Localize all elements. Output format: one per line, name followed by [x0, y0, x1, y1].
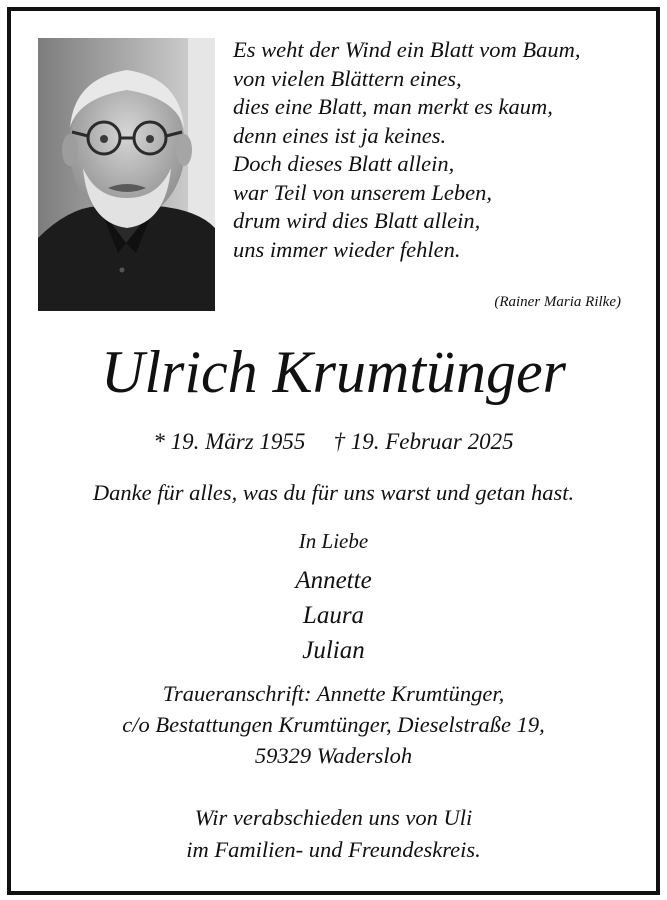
poem-line: von vielen Blättern eines,: [233, 65, 462, 91]
death-date: † 19. Februar 2025: [333, 429, 514, 454]
mourner-names: [0, 563, 667, 668]
mourner-name: Laura: [302, 602, 365, 629]
poem-line: uns immer wieder fehlen.: [233, 236, 461, 262]
poem-author: (Rainer Maria Rilke): [494, 294, 621, 310]
mourner-name: Annette: [295, 567, 372, 594]
in-love-line: In Liebe: [298, 529, 369, 553]
poem-line: Doch dieses Blatt allein,: [233, 151, 455, 176]
address-line: c/o Bestattungen Krumtünger, Dieselstraße 19,: [122, 712, 545, 737]
poem-line: Es weht der Wind ein Blatt vom Baum,: [233, 37, 581, 62]
portrait-photo: [38, 38, 215, 311]
address-line: 59329 Wadersloh: [254, 743, 413, 768]
poem-line: war Teil von unserem Leben,: [233, 179, 492, 205]
life-dates: [0, 426, 667, 458]
poem-line: dies eine Blatt, man merkt es kaum,: [233, 94, 553, 119]
farewell-line: im Familien- und Freundeskreis.: [186, 837, 481, 862]
farewell-line: Wir verabschieden uns von Uli: [194, 805, 473, 830]
poem: [233, 36, 633, 264]
poem-line: drum wird dies Blatt allein,: [233, 208, 481, 233]
deceased-name: Ulrich Krumtünger: [101, 339, 566, 405]
mourning-address: [0, 678, 667, 771]
farewell-note: [0, 802, 667, 866]
mourner-name: Julian: [302, 637, 365, 664]
poem-line: denn eines ist ja keines.: [233, 122, 447, 148]
address-line: Traueranschrift: Annette Krumtünger,: [162, 681, 505, 706]
thanks-line: Danke für alles, was du für uns warst und getan hast.: [92, 480, 575, 505]
birth-date: * 19. März 1955: [153, 429, 306, 454]
